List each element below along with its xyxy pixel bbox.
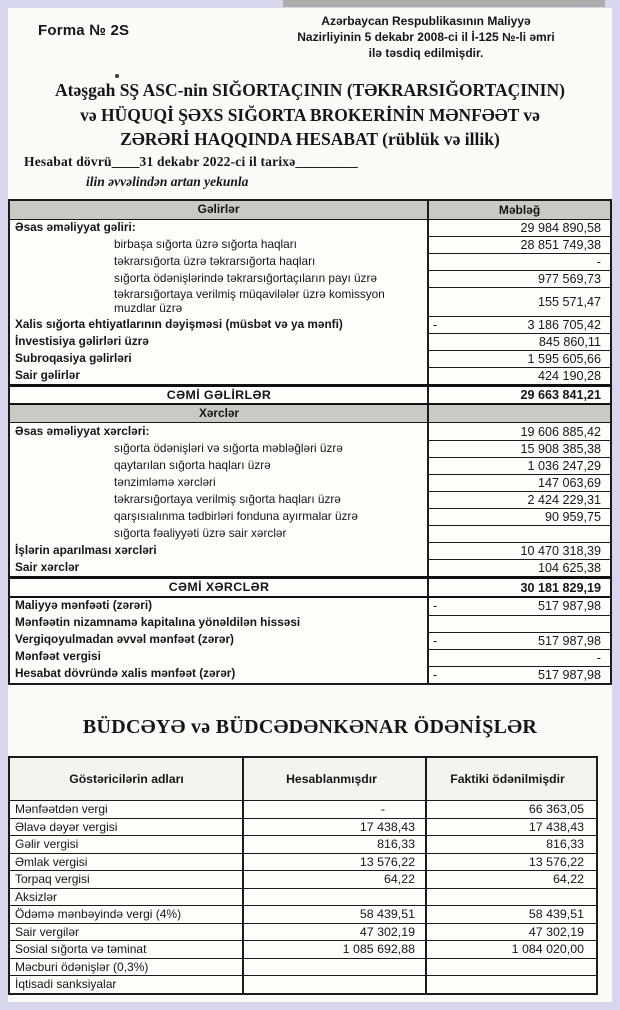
table-row xyxy=(10,236,610,253)
table-row xyxy=(10,457,610,474)
table-row xyxy=(10,287,610,316)
accrued-value xyxy=(244,958,427,976)
row-label: Mənfəətin nizamnamə kapitalına yönəldilən hissəsi xyxy=(10,615,429,632)
table-row xyxy=(10,559,610,576)
table-row xyxy=(10,440,610,457)
amount: 517 987,98 xyxy=(537,599,601,614)
total-expense-row xyxy=(10,576,610,597)
report-title-line: ZƏRƏRİ HAQQINDA HESABAT (rüblük və illik) xyxy=(120,129,500,149)
row-label: sığorta fəaliyyəti üzrə sair xərclər xyxy=(10,525,429,542)
column-header-paid: Faktiki ödənilmişdir xyxy=(450,772,565,786)
table-row xyxy=(10,219,610,236)
accrued-value: 17 438,43 xyxy=(244,818,427,836)
row-value: 977 569,73 xyxy=(429,270,610,287)
table-row xyxy=(10,598,610,615)
row-label: qaytarılan sığorta haqları üzrə xyxy=(10,457,429,474)
row-label: İqtisadi sanksiyalar xyxy=(10,975,244,993)
row-label: Hesabat dövründə xalis mənfəət (zərər) xyxy=(10,666,429,683)
report-title-line: və HÜQUQİ ŞƏXS SIĞORTA BROKERİNİN MƏNFƏƏT və xyxy=(80,104,540,125)
table-row xyxy=(10,800,596,818)
row-label: təkrarsığortaya verilmiş sığorta haqları üzrə xyxy=(10,491,429,508)
row-label: Sosial sığorta və təminat xyxy=(10,940,244,958)
minus-sign: - xyxy=(433,599,438,614)
accrued-value: 13 576,22 xyxy=(244,853,427,871)
table-row xyxy=(10,474,610,491)
paid-value: 13 576,22 xyxy=(427,853,596,871)
row-label: Aksizlər xyxy=(10,888,244,906)
budget-payments-table xyxy=(8,756,598,995)
row-value xyxy=(429,615,610,632)
row-label: Sair xərclər xyxy=(10,559,429,576)
amount: 517 987,98 xyxy=(537,633,601,648)
row-label: CƏMİ XƏRCLƏR xyxy=(10,579,429,595)
table-row xyxy=(10,491,610,508)
row-value: 30 181 829,19 xyxy=(520,580,601,595)
row-value: 147 063,69 xyxy=(429,474,610,491)
minus-sign: - xyxy=(433,667,438,682)
table-row xyxy=(10,632,610,649)
row-value: 90 959,75 xyxy=(429,508,610,525)
row-label: Mənfəətdən vergi xyxy=(10,800,244,818)
row-label: İşlərin aparılması xərcləri xyxy=(10,542,429,559)
paid-value: 17 438,43 xyxy=(427,818,596,836)
form-number: Forma № 2S xyxy=(38,22,130,39)
paid-value: 816,33 xyxy=(427,835,596,853)
row-value: 15 908 385,38 xyxy=(429,440,610,457)
row-value xyxy=(429,598,610,615)
minus-sign: - xyxy=(433,318,438,333)
row-label: Xalis sığorta ehtiyatlarının dəyişməsi (müsbət və ya mənfi) xyxy=(10,316,429,333)
scan-artifact-band xyxy=(283,0,605,7)
table-row xyxy=(10,853,596,871)
row-value xyxy=(429,525,610,542)
income-expense-table xyxy=(8,199,612,685)
row-label: tənzimləmə xərcləri xyxy=(10,474,429,491)
table-row xyxy=(10,835,596,853)
row-label: birbaşa sığorta üzrə sığorta haqları xyxy=(10,236,429,253)
row-value: - xyxy=(429,649,610,666)
table-row xyxy=(10,905,596,923)
row-label: Mənfəət vergisi xyxy=(10,649,429,666)
table-row xyxy=(10,542,610,559)
row-label: Əsas əməliyyat gəliri: xyxy=(10,220,429,236)
row-value xyxy=(429,666,610,683)
row-label: Məcburi ödənişlər (0,3%) xyxy=(10,958,244,976)
paid-value: 58 439,51 xyxy=(427,905,596,923)
table-header-row xyxy=(10,758,596,800)
row-label: Subroqasiya gəlirləri xyxy=(10,350,429,367)
row-label: sığorta ödənişləri və sığorta məbləğləri üzrə xyxy=(10,440,429,457)
table-row xyxy=(10,940,596,958)
table-row xyxy=(10,888,596,906)
row-value: 29 663 841,21 xyxy=(520,388,601,403)
report-period: Hesabat dövrü____31 dekabr 2022-ci il tarixə_________ xyxy=(24,154,358,169)
row-label: Maliyyə mənfəəti (zərəri) xyxy=(10,598,429,615)
approval-line: Nazirliyinin 5 dekabr 2008-ci il İ-125 №-li əmri xyxy=(297,29,555,44)
row-label: İnvestisiya gəlirləri üzrə xyxy=(10,333,429,350)
table-row xyxy=(10,975,596,993)
paper-sheet xyxy=(8,8,612,1002)
row-label: Əlavə dəyər vergisi xyxy=(10,818,244,836)
paid-value: 64,22 xyxy=(427,870,596,888)
expenses-section-row xyxy=(10,405,610,423)
row-value: 155 571,47 xyxy=(429,287,610,316)
table-row xyxy=(10,253,610,270)
table-row xyxy=(10,367,610,384)
row-value: 19 606 885,42 xyxy=(520,424,601,439)
accrued-value xyxy=(244,975,427,993)
row-label: təkrarsığortaya verilmiş müqavilələr üzrə komissyon muzdlar üzrə xyxy=(10,287,429,316)
row-label: Ödəmə mənbəyində vergi (4%) xyxy=(10,905,244,923)
row-label: Gəlir vergisi xyxy=(10,835,244,853)
budget-section-title: BÜDCƏYƏ və BÜDCƏDƏNKƏNAR ÖDƏNİŞLƏR xyxy=(82,716,538,738)
cumulative-note: ilin əvvəlindən artan yekunla xyxy=(86,174,249,189)
row-value: - xyxy=(429,253,610,270)
approval-line: ilə təsdiq edilmişdir. xyxy=(368,45,484,60)
table-row xyxy=(10,615,610,632)
minus-sign: - xyxy=(433,633,438,648)
table-row xyxy=(10,923,596,941)
row-label: qarşısıalınma tədbirləri fonduna ayırmalar üzrə xyxy=(10,508,429,525)
column-header-gelirler: Gəlirlər xyxy=(10,201,429,219)
amount: 517 987,98 xyxy=(537,667,601,682)
table-row xyxy=(10,423,610,440)
report-title xyxy=(12,78,608,152)
row-value: 1 036 247,29 xyxy=(429,457,610,474)
row-value: 424 190,28 xyxy=(429,367,610,384)
row-value: 1 595 605,66 xyxy=(429,350,610,367)
column-header-mebleg: Məbləğ xyxy=(498,203,541,217)
row-label: Vergiqoyulmadan əvvəl mənfəət (zərər) xyxy=(10,632,429,649)
section-label: Xərclər xyxy=(10,405,429,422)
row-value xyxy=(429,405,610,422)
accrued-value: 47 302,19 xyxy=(244,923,427,941)
row-label: Sair vergilər xyxy=(10,923,244,941)
row-value: 845 860,11 xyxy=(429,333,610,350)
table-row xyxy=(10,508,610,525)
row-value: 28 851 749,38 xyxy=(429,236,610,253)
table-row xyxy=(10,333,610,350)
report-title-line: Atəşgah SŞ ASC-nin SIĞORTAÇININ (TƏKRARSIĞORTAÇININ) xyxy=(55,80,565,100)
table-row xyxy=(10,270,610,287)
table-row xyxy=(10,666,610,683)
paid-value: 47 302,19 xyxy=(427,923,596,941)
column-header-accrued: Hesablanmışdır xyxy=(244,758,427,800)
row-label: sığorta ödənişlərində təkrarsığortaçıların payı üzrə xyxy=(10,270,429,287)
row-value xyxy=(429,316,610,333)
row-value: 10 470 318,39 xyxy=(429,542,610,559)
row-label: Torpaq vergisi xyxy=(10,870,244,888)
column-header-indicators: Göstəricilərin adları xyxy=(10,758,244,800)
row-value: 2 424 229,31 xyxy=(429,491,610,508)
paid-value xyxy=(427,958,596,976)
paid-value: 1 084 020,00 xyxy=(427,940,596,958)
table-header-row xyxy=(10,201,610,219)
approval-line: Azərbaycan Respublikasının Maliyyə xyxy=(321,14,531,28)
row-label: CƏMİ GƏLİRLƏR xyxy=(10,387,429,403)
accrued-value: 58 439,51 xyxy=(244,905,427,923)
table-row xyxy=(10,870,596,888)
table-row xyxy=(10,316,610,333)
row-value: 104 625,38 xyxy=(429,559,610,576)
accrued-value: 816,33 xyxy=(244,835,427,853)
row-value: 29 984 890,58 xyxy=(520,221,601,235)
paid-value xyxy=(427,975,596,993)
table-row xyxy=(10,818,596,836)
approval-note xyxy=(244,14,608,61)
table-row xyxy=(10,350,610,367)
accrued-value: 64,22 xyxy=(244,870,427,888)
paid-value: 66 363,05 xyxy=(427,800,596,818)
accrued-value: 1 085 692,88 xyxy=(244,940,427,958)
row-label: təkrarsığorta üzrə təkrarsığorta haqları xyxy=(10,253,429,270)
row-value xyxy=(429,632,610,649)
paid-value xyxy=(427,888,596,906)
table-row xyxy=(10,525,610,542)
row-label: Əmlak vergisi xyxy=(10,853,244,871)
total-income-row xyxy=(10,384,610,405)
row-label: Əsas əməliyyat xərcləri: xyxy=(10,423,429,440)
table-row xyxy=(10,958,596,976)
accrued-value xyxy=(244,888,427,906)
accrued-value: - xyxy=(244,800,427,818)
amount: 3 186 705,42 xyxy=(527,318,601,333)
row-label: Sair gəlirlər xyxy=(10,367,429,384)
table-row xyxy=(10,649,610,666)
